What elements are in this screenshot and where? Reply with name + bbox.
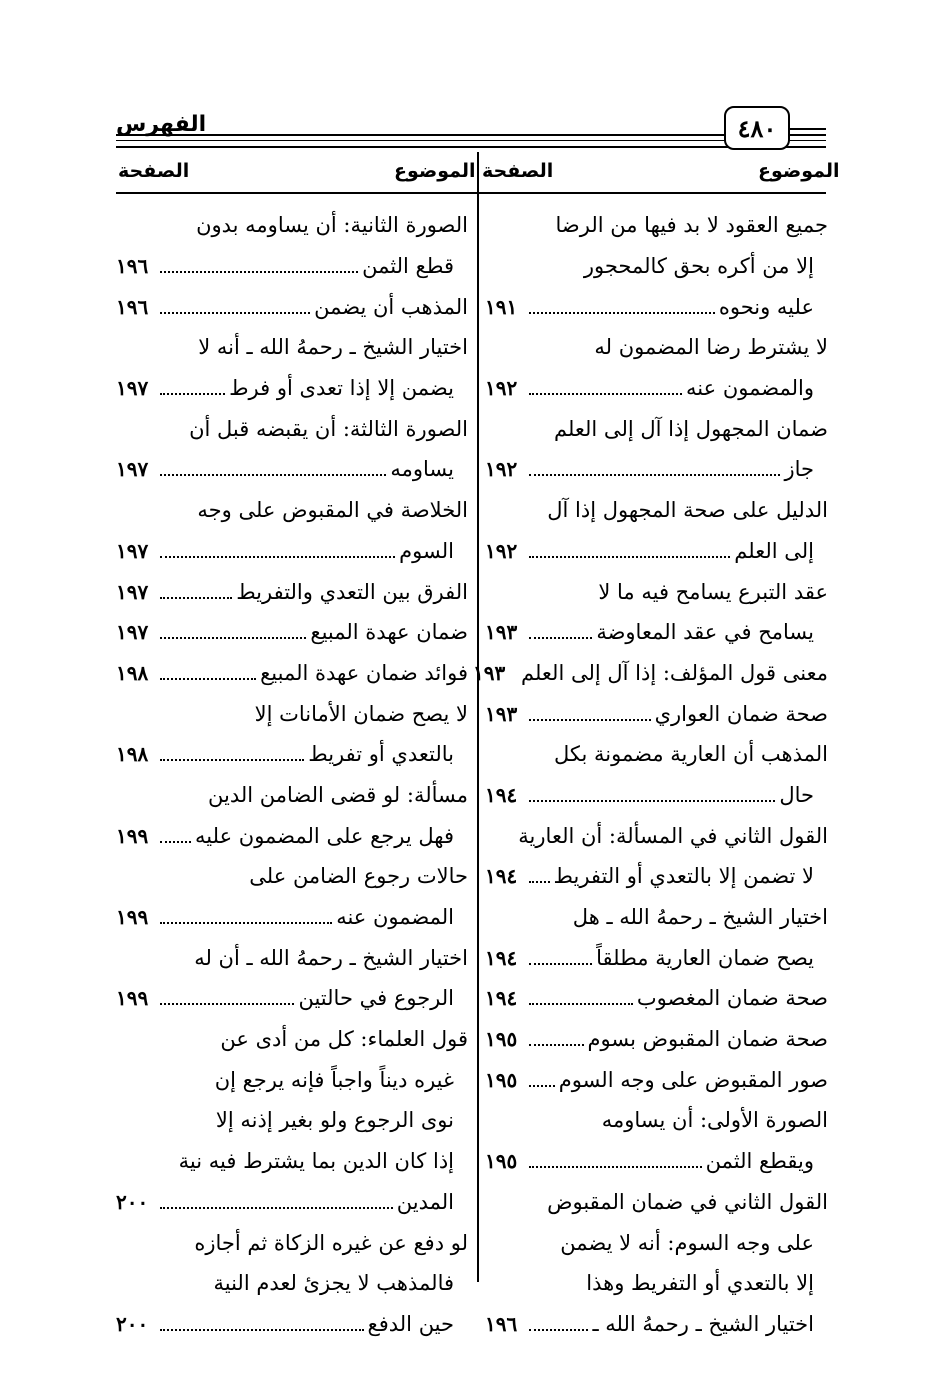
index-entry [116, 408, 468, 449]
page-number: ٤٨٠ [724, 106, 790, 150]
entry-topic: السوم [399, 538, 454, 563]
entry-page: ٢٠٠ [116, 1311, 149, 1336]
leader-dots [160, 474, 386, 476]
index-entry [485, 1304, 828, 1345]
index-entry [485, 612, 828, 653]
entry-topic: يساومه [390, 457, 454, 482]
index-entry [485, 327, 828, 368]
entry-topic: المذهب أن يضمن [314, 294, 468, 319]
index-entry [116, 856, 468, 897]
entry-topic: حين الدفع [367, 1311, 454, 1336]
leader-dots [529, 1003, 633, 1005]
index-entry [485, 856, 828, 897]
entry-topic: المدين [396, 1189, 454, 1214]
index-entry [116, 897, 468, 938]
index-entry [485, 775, 828, 816]
entry-page: ١٩٥ [485, 1027, 518, 1052]
entry-topic: فهل يرجع على المضمون عليه [195, 823, 454, 848]
index-entry [116, 571, 468, 612]
index-entry [485, 1100, 828, 1141]
section-title: الفهرس [116, 112, 207, 137]
right-page-heading: الصفحة [482, 160, 554, 182]
entry-page: ١٩٧ [116, 579, 149, 604]
entry-page: ١٩٤ [485, 945, 518, 970]
entry-page: ١٩٢ [485, 538, 518, 563]
entry-page: ١٩٤ [485, 782, 518, 807]
entry-page: ١٩٤ [485, 864, 518, 889]
entry-topic: قول العلماء: كل من أدى عن [220, 1027, 468, 1052]
entry-page: ١٩٧ [116, 538, 149, 563]
entry-page: ١٩٣ [485, 701, 518, 726]
entry-page: ١٩٣ [473, 660, 506, 685]
entry-topic: القول الثاني في ضمان المقبوض [547, 1189, 828, 1214]
index-entry [485, 490, 828, 531]
entry-topic: لا يشترط رضا المضمون له [594, 335, 828, 360]
entry-topic: صحة ضمان المغصوب [636, 986, 828, 1011]
leader-dots [160, 637, 306, 639]
index-entry [485, 205, 828, 246]
leader-dots [160, 1207, 393, 1209]
index-entry [116, 693, 468, 734]
entry-page: ١٩٦ [485, 1311, 518, 1336]
leader-dots [529, 719, 651, 721]
entry-topic: لا يصح ضمان الأمانات إلا [254, 701, 468, 726]
entry-topic: حال [779, 782, 814, 807]
entry-topic: الفرق بين التعدي والتفريط [236, 579, 468, 604]
index-entry [485, 286, 828, 327]
entry-topic: ضمان المجهول إذا آل إلى العلم [553, 416, 828, 441]
index-entry [485, 815, 828, 856]
heading-rule [116, 192, 826, 194]
entry-page: ١٩٨ [116, 660, 149, 685]
header-rule-mid [116, 140, 826, 141]
index-entry [116, 205, 468, 246]
entry-topic: نوى الرجوع ولو بغير إذنه إلا [215, 1108, 454, 1133]
entry-topic: إلى العلم [734, 538, 814, 563]
index-entry [116, 1304, 468, 1345]
index-entry [485, 937, 828, 978]
entry-topic: المضمون عنه [336, 905, 454, 930]
index-entry [116, 1059, 468, 1100]
entry-topic: حالات رجوع الضامن على [249, 864, 468, 889]
entry-page: ١٩٨ [116, 742, 149, 767]
leader-dots [529, 1085, 555, 1087]
index-entry [116, 531, 468, 572]
header-rule-top [116, 134, 826, 136]
index-entry [485, 897, 828, 938]
index-entry [116, 815, 468, 856]
entry-topic: الصورة الثانية: أن يساومه بدون [196, 213, 468, 238]
entry-page: ١٩٣ [485, 620, 518, 645]
index-entry [485, 1019, 828, 1060]
entry-topic: إذا كان الدين بما يشترط فيه نية [178, 1149, 454, 1174]
index-entry [116, 937, 468, 978]
index-entry [473, 653, 828, 694]
entry-topic: المذهب أن العارية مضمونة بكل [554, 742, 828, 767]
entry-topic: القول الثاني في المسألة: أن العارية [518, 823, 828, 848]
leader-dots [529, 556, 730, 558]
left-page-heading: الصفحة [118, 160, 190, 182]
leader-dots [160, 393, 225, 395]
entry-page: ١٩٥ [485, 1067, 518, 1092]
entry-topic: يضمن إلا إذا تعدى أو فرط [229, 376, 454, 401]
entry-topic: فوائد ضمان عهدة المبيع [260, 660, 468, 685]
entry-topic: جميع العقود لا بد فيها من الرضا [555, 213, 828, 238]
index-entry [485, 1263, 828, 1304]
entry-topic: اختيار الشيخ ـ رحمهُ الله ـ هل [572, 905, 828, 930]
index-entry [116, 1141, 468, 1182]
entry-topic: لو دفع عن غيره الزكاة ثم أجازه [194, 1230, 468, 1255]
leader-dots [160, 597, 232, 599]
index-entry [116, 734, 468, 775]
leader-dots [160, 556, 395, 558]
header-rule-bottom [116, 146, 826, 148]
index-entry [116, 978, 468, 1019]
leader-dots [160, 312, 310, 314]
entry-topic: غيره ديناً واجباً فإنه يرجع إن [214, 1067, 454, 1092]
entry-page: ٢٠٠ [116, 1189, 149, 1214]
entry-topic: معنى قول المؤلف: إذا آل إلى العلم [521, 660, 828, 685]
entry-topic: والمضمون عنه [686, 376, 814, 401]
index-entry [485, 1182, 828, 1223]
entry-topic: لا تضمن إلا بالتعدي أو التفريط [553, 864, 814, 889]
index-entry [485, 571, 828, 612]
entry-topic: ويقطع الثمن [705, 1149, 814, 1174]
leader-dots [160, 1329, 364, 1331]
leader-dots [529, 1166, 702, 1168]
index-entry [116, 449, 468, 490]
entry-topic: يصح ضمان العارية مطلقاً [596, 945, 814, 970]
index-entry [116, 612, 468, 653]
entry-topic: الصورة الأولى: أن يساومه [601, 1108, 828, 1133]
entry-page: ١٩٦ [116, 254, 149, 279]
entry-topic: مسألة: لو قضى الضامن الدين [208, 782, 468, 807]
index-entry [485, 1141, 828, 1182]
entry-page: ١٩٤ [485, 986, 518, 1011]
entry-topic: ضمان عهدة المبيع [310, 620, 468, 645]
entry-page: ١٩٢ [485, 457, 518, 482]
index-entry [485, 734, 828, 775]
entry-page: ١٩٦ [116, 294, 149, 319]
entry-page: ١٩٩ [116, 823, 149, 848]
leader-dots [160, 841, 191, 843]
index-entry [485, 693, 828, 734]
leader-dots [529, 1329, 588, 1331]
entry-topic: اختيار الشيخ ـ رحمهُ الله ـ أنه لا [198, 335, 468, 360]
index-entry [116, 246, 468, 287]
entry-page: ١٩٧ [116, 376, 149, 401]
column-divider [477, 152, 479, 1282]
leader-dots [160, 271, 358, 273]
index-entry [116, 368, 468, 409]
entry-topic: جاز [784, 457, 814, 482]
leader-dots [160, 678, 256, 680]
index-entry [116, 653, 468, 694]
entry-page: ١٩٩ [116, 986, 149, 1011]
leader-dots [160, 759, 304, 761]
left-topic-heading: الموضوع [394, 160, 476, 182]
entry-page: ١٩٩ [116, 905, 149, 930]
right-index-column [473, 205, 828, 1344]
index-entry [116, 1100, 468, 1141]
index-entry [485, 1222, 828, 1263]
leader-dots [529, 474, 780, 476]
entry-topic: عليه ونحوه [718, 294, 814, 319]
leader-dots [160, 922, 332, 924]
index-entry [116, 1222, 468, 1263]
entry-topic: الخلاصة في المقبوض على وجه [197, 498, 468, 523]
entry-topic: يسامح في عقد المعاوضة [596, 620, 814, 645]
leader-dots [529, 963, 592, 965]
index-entry [116, 286, 468, 327]
entry-topic: عقد التبرع يسامح فيه ما لا [598, 579, 828, 604]
entry-topic: صحة ضمان المقبوض بسوم [587, 1027, 828, 1052]
index-entry [485, 408, 828, 449]
leader-dots [529, 393, 682, 395]
left-index-column [116, 205, 468, 1344]
entry-page: ١٩٥ [485, 1149, 518, 1174]
index-entry [116, 1263, 468, 1304]
entry-page: ١٩٢ [485, 376, 518, 401]
entry-topic: بالتعدي أو تفريط [308, 742, 454, 767]
entry-topic: الدليل على صحة المجهول إذا آل [547, 498, 828, 523]
entry-topic: اختيار الشيخ ـ رحمهُ الله ـ أن له [194, 945, 468, 970]
leader-dots [529, 881, 550, 883]
entry-topic: صور المقبوض على وجه السوم [558, 1067, 828, 1092]
entry-topic: إلا بالتعدي أو التفريط وهذا [586, 1271, 814, 1296]
index-entry [116, 1019, 468, 1060]
leader-dots [160, 1003, 294, 1005]
index-entry [116, 775, 468, 816]
leader-dots [529, 800, 775, 802]
entry-topic: فالمذهب لا يجزئ لعدم النية [213, 1271, 454, 1296]
header-rule-right [786, 128, 826, 130]
leader-dots [529, 637, 592, 639]
entry-page: ١٩١ [485, 294, 518, 319]
entry-topic: الصورة الثالثة: أن يقبضه قبل أن [189, 416, 468, 441]
index-entry [485, 531, 828, 572]
index-entry [116, 327, 468, 368]
leader-dots [529, 312, 715, 314]
entry-topic: الرجوع في حالتين [298, 986, 454, 1011]
entry-page: ١٩٧ [116, 457, 149, 482]
right-topic-heading: الموضوع [758, 160, 840, 182]
entry-topic: على وجه السوم: أنه لا يضمن [560, 1230, 814, 1255]
entry-topic: اختيار الشيخ ـ رحمهُ الله ـ [592, 1311, 814, 1336]
index-entry [485, 1059, 828, 1100]
leader-dots [529, 1044, 584, 1046]
index-entry [485, 368, 828, 409]
entry-topic: إلا من أكره بحق كالمحجور [583, 254, 814, 279]
index-entry [485, 246, 828, 287]
index-entry [485, 449, 828, 490]
entry-topic: صحة ضمان العواري [654, 701, 828, 726]
index-entry [116, 490, 468, 531]
index-entry [485, 978, 828, 1019]
index-entry [116, 1182, 468, 1223]
entry-page: ١٩٧ [116, 620, 149, 645]
entry-topic: قطع الثمن [362, 254, 454, 279]
